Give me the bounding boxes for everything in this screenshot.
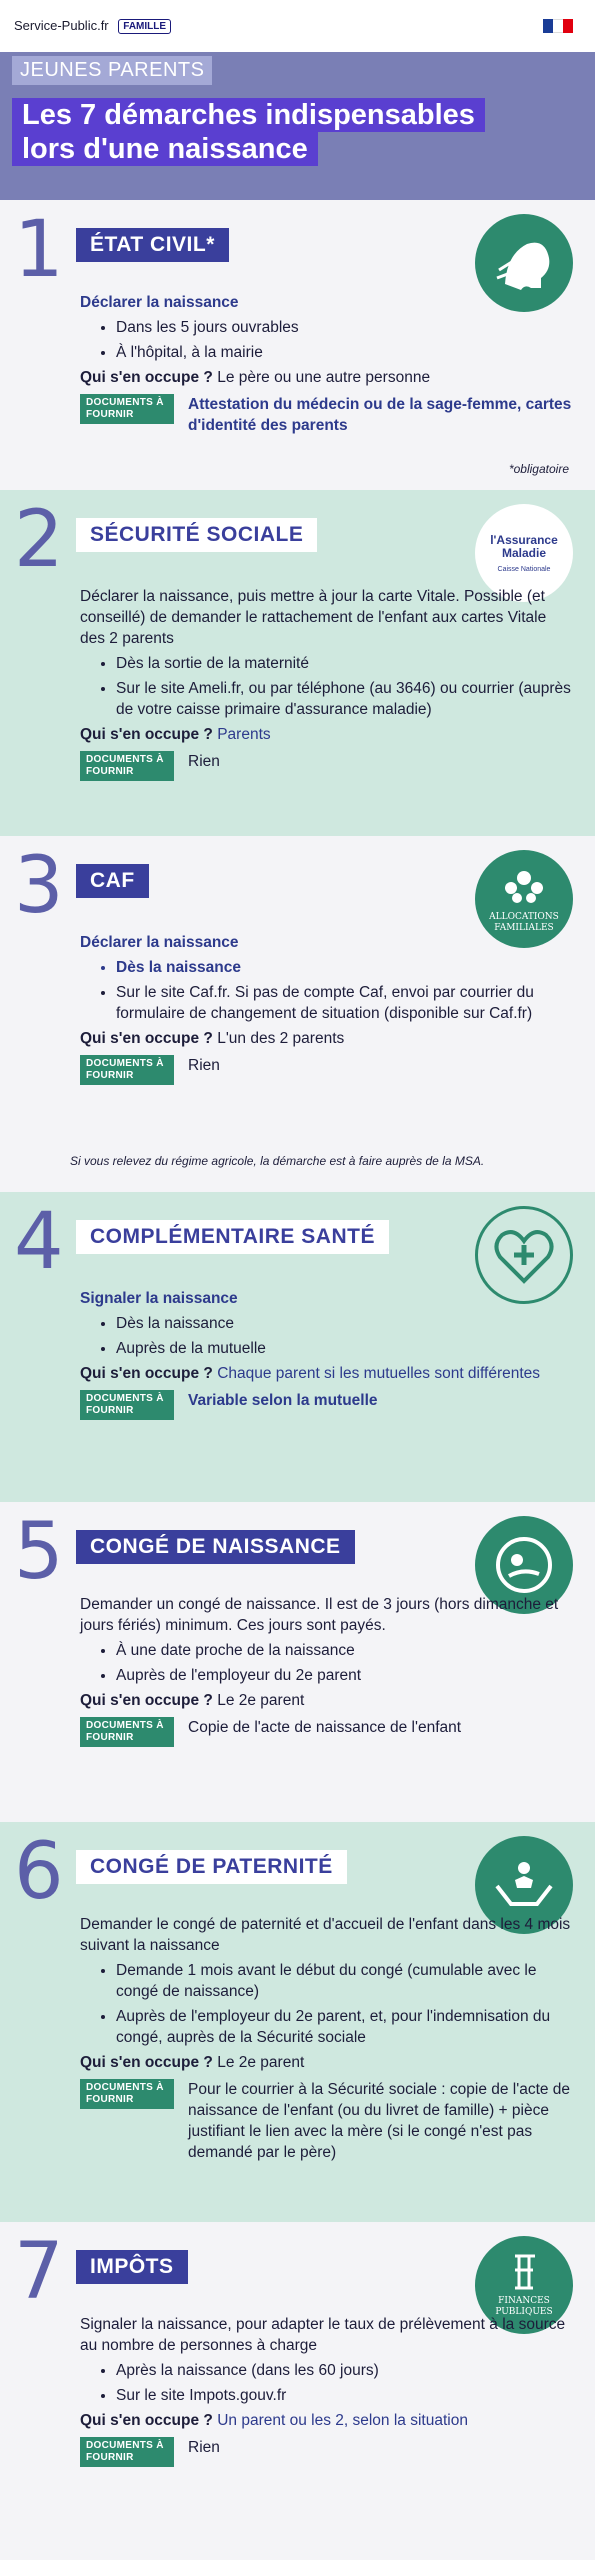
docs-value: Rien [188,2439,220,2456]
bullet-item: • Sur le site Caf.fr. Si pas de compte Caf, envoi par courrier du formulaire de changement de situation (disponible sur Caf.fr) [116,982,575,1024]
hero-banner [0,52,595,200]
step-number: 5 [14,1507,64,1597]
section-caf [0,836,595,1192]
bullet-item: • Après la naissance (dans les 60 jours) [116,2360,575,2381]
step-number: 3 [14,841,64,931]
bullet-item: • Sur le site Impots.gouv.fr [116,2385,575,2406]
top-bar [0,0,595,52]
section-body [80,292,575,436]
hero-kicker: JEUNES PARENTS [12,56,212,85]
docs-value: Attestation du médecin ou de la sage-femme, cartes d'identité des parents [188,396,572,434]
section-title: COMPLÉMENTAIRE SANTÉ [76,1220,389,1254]
bullet-item: • À l'hôpital, à la mairie [116,342,575,363]
docs-tag: DOCUMENTS À FOURNIR [80,2437,174,2467]
who-value: Chaque parent si les mutuelles sont différentes [217,1365,541,1382]
brand-name: Service-Public.fr [14,18,109,33]
mandatory-note: *obligatoire [508,462,569,476]
who-label: Qui s'en occupe ? [80,1692,213,1709]
action-text: Déclarer la naissance, puis mettre à jour la carte Vitale. Possible (et conseillé) de demander le rattachement de l'enfant aux cartes Vitale des 2 parents [80,588,547,647]
docs-value: Pour le courrier à la Sécurité sociale : copie de l'acte de naissance de l'enfant (ou du livret de famille) + pièce justifiant le lien avec la mère (si le congé n'est pas demandé par le père) [188,2081,571,2161]
section-body [80,2314,575,2467]
step-number: 7 [14,2227,64,2317]
bullet-item: • Dès la naissance [116,1313,575,1334]
section-body [80,586,575,781]
docs-value: Variable selon la mutuelle [188,1392,378,1409]
section-securite-sociale [0,490,595,836]
section-title: IMPÔTS [76,2250,188,2284]
step-number: 2 [14,495,64,585]
docs-value: Rien [188,753,220,770]
step-number: 1 [14,205,64,295]
section-body [80,1594,575,1747]
brand[interactable] [14,18,171,34]
docs-tag: DOCUMENTS À FOURNIR [80,394,174,424]
docs-value: Rien [188,1057,220,1074]
msa-note: Si vous relevez du régime agricole, la démarche est à faire auprès de la MSA. [70,1154,485,1168]
who-value: Le père ou une autre personne [217,369,431,386]
action-text: Signaler la naissance, pour adapter le taux de prélèvement à la source au nombre de personnes à charge [80,2316,566,2354]
who-label: Qui s'en occupe ? [80,2412,213,2429]
section-impots [0,2222,595,2560]
docs-value: Copie de l'acte de naissance de l'enfant [188,1719,462,1736]
who-value: Parents [217,726,271,743]
bullet-item: • Dès la sortie de la maternité [116,653,575,674]
docs-tag: DOCUMENTS À FOURNIR [80,1055,174,1085]
section-etat-civil [0,200,595,490]
section-title: CONGÉ DE NAISSANCE [76,1530,355,1564]
section-conge-paternite [0,1822,595,2222]
bullet-item: • Auprès de l'employeur du 2e parent [116,1665,575,1686]
section-body [80,932,575,1085]
bullet-item: • Demande 1 mois avant le début du congé (cumulable avec le congé de naissance) [116,1960,575,2002]
bullet-item: • Sur le site Ameli.fr, ou par téléphone (au 3646) ou courrier (auprès de votre caisse primaire d'assurance maladie) [116,678,575,720]
page-title [12,98,585,166]
who-label: Qui s'en occupe ? [80,726,213,743]
allocations-familiales-logo: ALLOCATIONS FAMILIALES [475,850,573,948]
bullet-item: • Dès la naissance [116,957,575,978]
action-text: Demander un congé de naissance. Il est de 3 jours (hors dimanche et jours fériés) minimum. Ces jours sont payés. [80,1596,559,1634]
assurance-maladie-logo: l'Assurance Maladie Caisse Nationale [475,504,573,602]
step-number: 4 [14,1197,64,1287]
who-value: Le 2e parent [217,1692,305,1709]
family-badge: FAMILLE [118,19,171,34]
docs-tag: DOCUMENTS À FOURNIR [80,1390,174,1420]
docs-tag: DOCUMENTS À FOURNIR [80,1717,174,1747]
bullet-item: • À une date proche de la naissance [116,1640,575,1661]
section-title: CONGÉ DE PATERNITÉ [76,1850,347,1884]
action-text: Déclarer la naissance [80,934,239,951]
french-flag-icon [543,19,573,33]
section-conge-naissance [0,1502,595,1822]
title-line-2: lors d'une naissance [12,132,318,166]
who-value: Le 2e parent [217,2054,305,2071]
who-label: Qui s'en occupe ? [80,2054,213,2071]
section-title: SÉCURITÉ SOCIALE [76,518,317,552]
docs-tag: DOCUMENTS À FOURNIR [80,2079,174,2109]
who-label: Qui s'en occupe ? [80,369,213,386]
section-complementaire-sante [0,1192,595,1502]
finances-publiques-logo: FINANCES PUBLIQUES [475,2236,573,2334]
who-value: Un parent ou les 2, selon la situation [217,2412,468,2429]
action-text: Signaler la naissance [80,1290,238,1307]
bullet-item: • Dans les 5 jours ouvrables [116,317,575,338]
section-title: ÉTAT CIVIL* [76,228,229,262]
section-title: CAF [76,864,149,898]
bullet-item: • Auprès de la mutuelle [116,1338,575,1359]
docs-tag: DOCUMENTS À FOURNIR [80,751,174,781]
section-body [80,1914,575,2163]
action-text: Demander le congé de paternité et d'accueil de l'enfant dans les 4 mois suivant la naissance [80,1916,571,1954]
step-number: 6 [14,1827,64,1917]
who-label: Qui s'en occupe ? [80,1030,213,1047]
section-body [80,1288,575,1420]
who-value: L'un des 2 parents [217,1030,345,1047]
bullet-item: • Auprès de l'employeur du 2e parent, et, pour l'indemnisation du congé, auprès de la Sécurité sociale [116,2006,575,2048]
title-line-1: Les 7 démarches indispensables [12,98,485,132]
action-text: Déclarer la naissance [80,294,239,311]
who-label: Qui s'en occupe ? [80,1365,213,1382]
